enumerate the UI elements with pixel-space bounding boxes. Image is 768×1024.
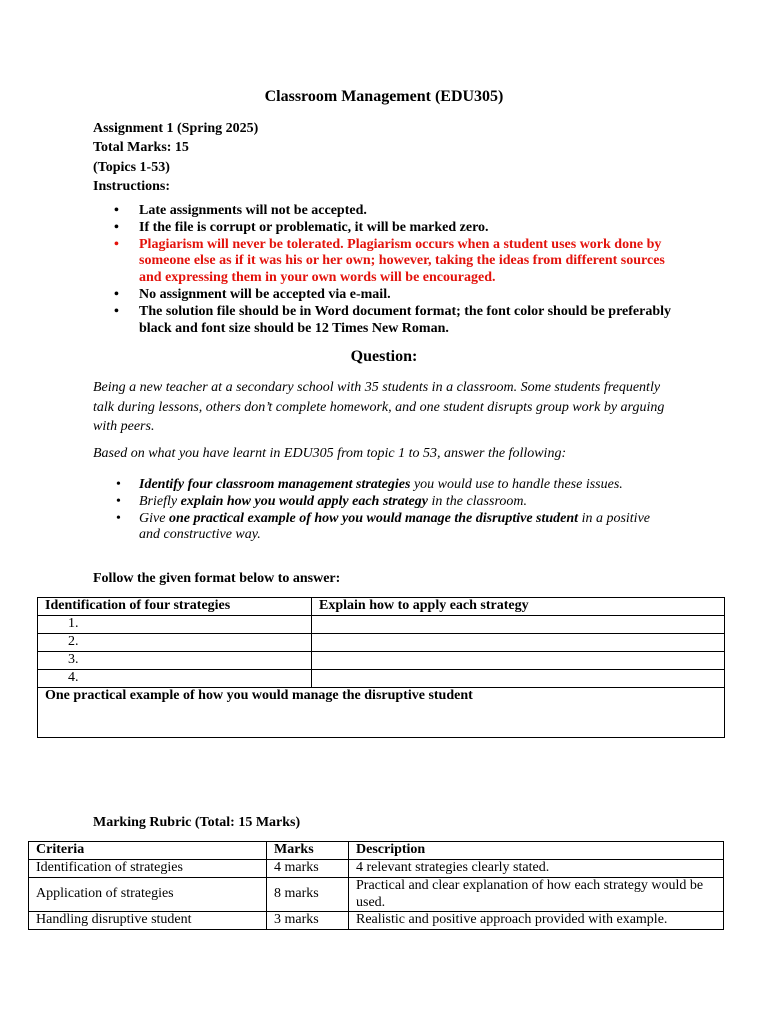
table-row	[29, 912, 724, 930]
instruction-item-plagiarism: • Plagiarism will never be tolerated. Plagiarism occurs when a student uses work done by someone else as if it was his or her own; however, taking the ideas from different sources and expressing them in your own words will be encouraged.	[93, 237, 673, 287]
marks-cell: 3 marks	[267, 912, 349, 930]
explain-cell	[312, 634, 725, 652]
scenario-text: Being a new teacher at a secondary school with 35 students in a classroom. Some students frequently talk during lessons, others don’t complete homework, and one student disrupts group work by arguing with peers.	[93, 380, 665, 434]
strategy-number: 4.	[38, 670, 312, 688]
explain-cell	[312, 652, 725, 670]
table-row	[38, 670, 725, 688]
strategy-number: 1.	[38, 616, 312, 634]
description-cell: Practical and clear explanation of how each strategy would be used.	[349, 878, 724, 912]
table-header-row	[29, 842, 724, 860]
instructions-list	[93, 203, 673, 337]
topics-range: (Topics 1-53)	[93, 159, 170, 175]
instruction-item: • If the file is corrupt or problematic, it will be marked zero.	[93, 220, 673, 237]
column-header-criteria: Criteria	[29, 842, 267, 860]
column-header-marks: Marks	[267, 842, 349, 860]
assignment-meta	[93, 119, 258, 196]
marks-cell: 4 marks	[267, 860, 349, 878]
table-row	[38, 652, 725, 670]
explain-cell	[312, 670, 725, 688]
column-header-explain: Explain how to apply each strategy	[312, 598, 725, 616]
question-heading: Question:	[350, 348, 418, 365]
column-header-description: Description	[349, 842, 724, 860]
description-cell: Realistic and positive approach provided with example.	[349, 912, 724, 930]
task-item: • Identify four classroom management strategies you would use to handle these issues.	[93, 477, 673, 494]
instruction-item: • Late assignments will not be accepted.	[93, 203, 673, 220]
description-cell: 4 relevant strategies clearly stated.	[349, 860, 724, 878]
table-row	[38, 634, 725, 652]
strategy-number: 2.	[38, 634, 312, 652]
explain-cell	[312, 616, 725, 634]
marks-cell: 8 marks	[267, 878, 349, 912]
marking-rubric-table	[28, 841, 724, 930]
assignment-label: Assignment 1 (Spring 2025)	[93, 121, 259, 136]
task-list	[93, 477, 673, 544]
total-marks: Total Marks: 15	[93, 140, 189, 156]
table-header-row	[38, 598, 725, 616]
criteria-cell: Application of strategies	[29, 878, 267, 912]
strategy-number: 3.	[38, 652, 312, 670]
column-header-strategies: Identification of four strategies	[38, 598, 312, 616]
follow-format-label: Follow the given format below to answer:	[93, 571, 341, 586]
instructions-label: Instructions:	[93, 178, 171, 194]
rubric-title: Marking Rubric (Total: 15 Marks)	[93, 815, 301, 830]
table-row	[29, 878, 724, 912]
instruction-item: • No assignment will be accepted via e-mail.	[93, 287, 673, 304]
table-row	[38, 616, 725, 634]
answer-format-table	[37, 597, 725, 738]
task-item: • Briefly explain how you would apply each strategy in the classroom.	[93, 494, 673, 511]
practical-example-cell: One practical example of how you would manage the disruptive student	[38, 688, 725, 738]
instruction-item: • The solution file should be in Word document format; the font color should be preferably black and font size should be 12 Times New Roman.	[93, 304, 673, 338]
document-title: Classroom Management (EDU305)	[264, 88, 504, 105]
table-row-example	[38, 688, 725, 738]
criteria-cell: Identification of strategies	[29, 860, 267, 878]
task-item: • Give one practical example of how you would manage the disruptive student in a positive and constructive way.	[93, 511, 673, 545]
table-row	[29, 860, 724, 878]
based-on-text: Based on what you have learnt in EDU305 from topic 1 to 53, answer the following:	[93, 446, 567, 461]
criteria-cell: Handling disruptive student	[29, 912, 267, 930]
